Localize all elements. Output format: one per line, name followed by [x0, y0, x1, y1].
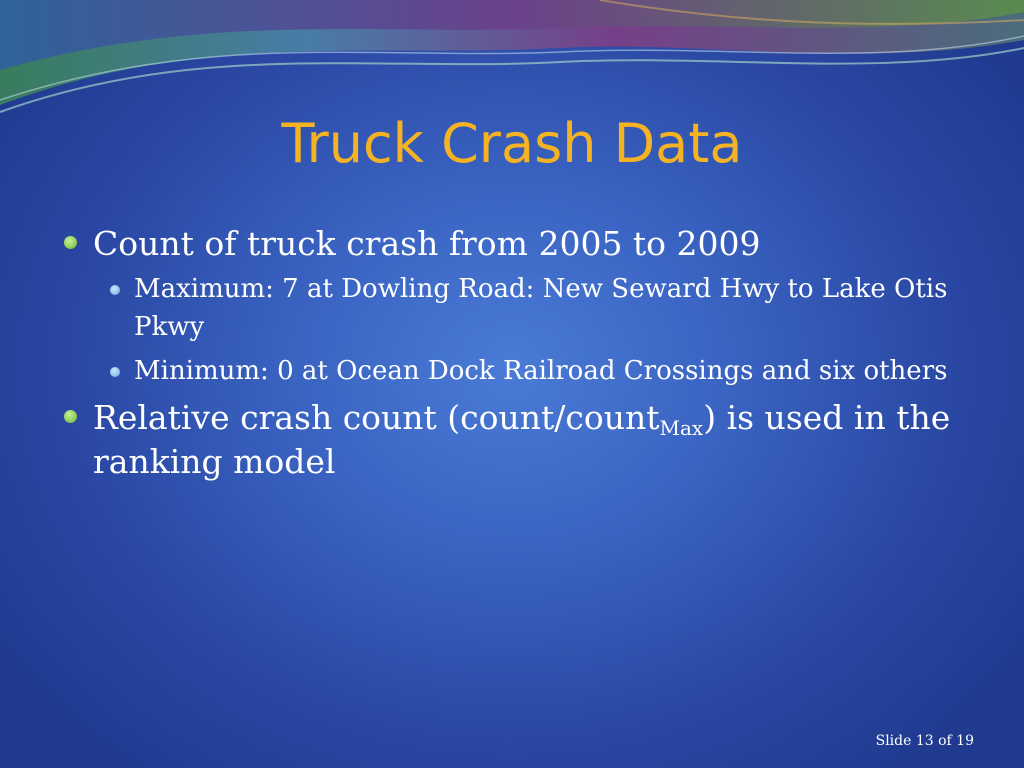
bullet-text-2-part2: ) is used in the ranking model	[93, 398, 951, 481]
slide-number: Slide 13 of 19	[875, 733, 974, 749]
bullet-text-2-subscript: Max	[659, 416, 704, 440]
bullet-item-1	[62, 222, 962, 266]
sub-bullet-item-2	[62, 352, 962, 390]
slide-content	[62, 222, 962, 488]
bullet-item-2	[62, 396, 962, 484]
decorative-swoosh	[0, 0, 1024, 130]
sub-bullet-text-2: Minimum: 0 at Ocean Dock Railroad Crossings and six others	[134, 356, 948, 386]
sub-bullet-text-1: Maximum: 7 at Dowling Road: New Seward Hwy to Lake Otis Pkwy	[134, 274, 948, 342]
bullet-dot-icon	[64, 410, 77, 423]
bullet-text-2-part1: Relative crash count (count/count	[93, 398, 660, 437]
bullet-dot-icon	[64, 236, 77, 249]
sub-bullet-dot-icon	[110, 367, 120, 377]
slide-title: Truck Crash Data	[281, 112, 743, 175]
bullet-text-1: Count of truck crash from 2005 to 2009	[93, 224, 761, 263]
sub-bullet-dot-icon	[110, 285, 120, 295]
sub-bullet-item-1	[62, 270, 962, 346]
